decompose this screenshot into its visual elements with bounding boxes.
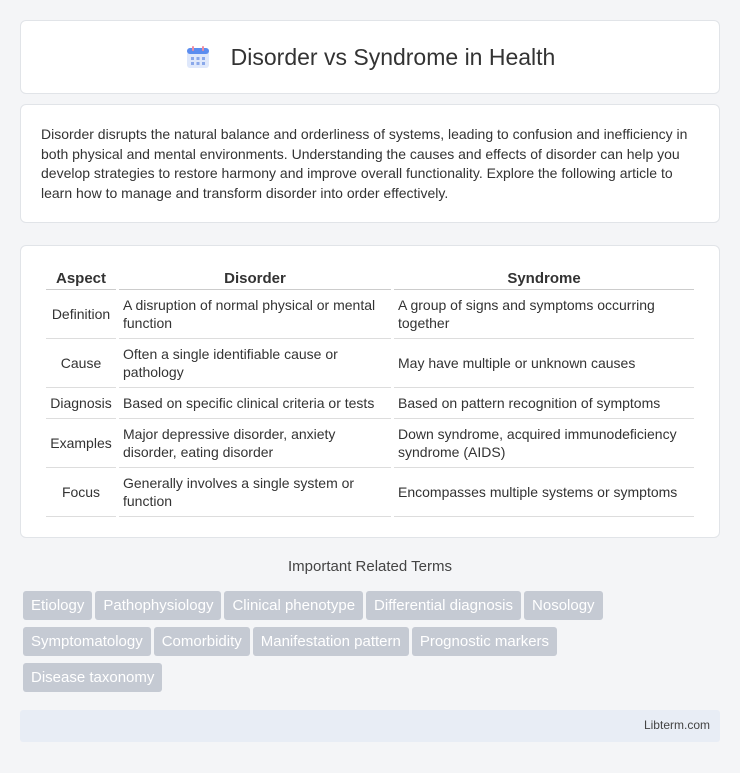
comparison-table xyxy=(43,266,697,517)
term-tag[interactable]: Differential diagnosis xyxy=(366,591,521,620)
disorder-cell: Often a single identifiable cause or pathology xyxy=(119,339,391,388)
term-tag[interactable]: Etiology xyxy=(23,591,92,620)
syndrome-cell: Down syndrome, acquired immunodeficiency syndrome (AIDS) xyxy=(394,419,694,468)
syndrome-cell: May have multiple or unknown causes xyxy=(394,339,694,388)
related-terms-list xyxy=(23,591,723,699)
column-header-syndrome: Syndrome xyxy=(394,266,694,290)
term-tag[interactable]: Disease taxonomy xyxy=(23,663,162,692)
header-card xyxy=(20,20,720,94)
term-tag[interactable]: Prognostic markers xyxy=(412,627,557,656)
term-tag[interactable]: Manifestation pattern xyxy=(253,627,409,656)
aspect-cell: Definition xyxy=(46,290,116,339)
table-header-row xyxy=(46,266,694,290)
footer xyxy=(20,710,720,742)
term-tag[interactable]: Symptomatology xyxy=(23,627,151,656)
intro-text: Disorder disrupts the natural balance and orderliness of systems, leading to confusion and inefficiency in both physical and mental environments. Understanding the causes and effects of disorder can help you develop strategies to restore harmony and improve overall functionality. Explore the following article to learn how to manage and transform disorder into order effectively. xyxy=(41,126,688,201)
table-row xyxy=(46,468,694,517)
term-tag[interactable]: Clinical phenotype xyxy=(224,591,363,620)
disorder-cell: Based on specific clinical criteria or tests xyxy=(119,388,391,419)
syndrome-cell: Encompasses multiple systems or symptoms xyxy=(394,468,694,517)
term-tag[interactable]: Pathophysiology xyxy=(95,591,221,620)
syndrome-cell: A group of signs and symptoms occurring together xyxy=(394,290,694,339)
comparison-table-card xyxy=(20,245,720,538)
table-row xyxy=(46,419,694,468)
term-tag[interactable]: Nosology xyxy=(524,591,603,620)
aspect-cell: Examples xyxy=(46,419,116,468)
calendar-grid-icon xyxy=(185,44,211,70)
syndrome-cell: Based on pattern recognition of symptoms xyxy=(394,388,694,419)
column-header-disorder: Disorder xyxy=(119,266,391,290)
table-row xyxy=(46,339,694,388)
aspect-cell: Diagnosis xyxy=(46,388,116,419)
column-header-aspect: Aspect xyxy=(46,266,116,290)
table-row xyxy=(46,388,694,419)
table-row xyxy=(46,290,694,339)
term-tag[interactable]: Comorbidity xyxy=(154,627,250,656)
page-title: Disorder vs Syndrome in Health xyxy=(230,43,556,70)
disorder-cell: Generally involves a single system or function xyxy=(119,468,391,517)
footer-brand-link[interactable]: Libterm.com xyxy=(643,718,710,732)
intro-card xyxy=(20,104,720,223)
related-terms-title: Important Related Terms xyxy=(288,558,452,575)
disorder-cell: A disruption of normal physical or mental function xyxy=(119,290,391,339)
aspect-cell: Focus xyxy=(46,468,116,517)
disorder-cell: Major depressive disorder, anxiety disorder, eating disorder xyxy=(119,419,391,468)
aspect-cell: Cause xyxy=(46,339,116,388)
